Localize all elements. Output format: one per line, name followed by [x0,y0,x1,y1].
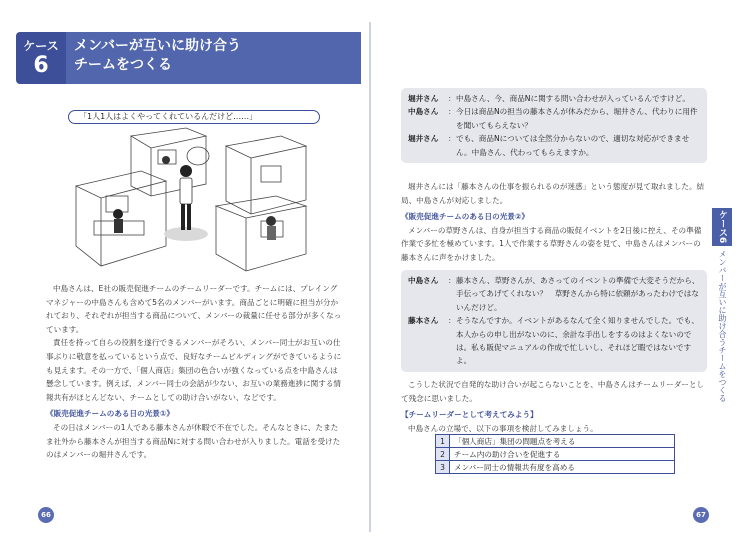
utterance: でも、商品Nについては全然分からないので、適切な対応ができません。中島さん、代わってもらえますか。 [456,134,690,157]
side-tab-title: メンバーが互いに助け合うチームをつくる [718,250,727,402]
paragraph: その日はメンバーの1人である藤本さんが休暇で不在でした。そんなときに、たまたま社外から藤本さんが担当する商品Nに対する問い合わせが入りました。電話を受けたのはメンバーの堀井さんです。 [46,422,341,460]
utterance: 藤本さん、草野さんが、あさってのイベントの準備で大変そうだから、手伝ってあげてくれない？ 草野さんから特に依頼があったわけではないんだけど。 [456,276,700,312]
section-heading: 《販売促進チームのある日の光景②》 [401,212,529,222]
speaker: 堀井さん [408,94,439,103]
side-tab-case: ケース6 [712,208,732,246]
office-illustration [66,126,326,274]
case-number: 6 [33,53,49,78]
book-spread [8,22,732,532]
speaker: 中島さん [408,107,439,117]
page-number-left: 66 [38,507,54,523]
dialog-box-1 [401,88,707,163]
left-page [8,22,369,532]
paragraph: 中島さんの立場で、以下の事項を検討してみましょう。 [408,423,598,433]
dialog-line: 堀井さん ： 中島さん、今、商品Nに関する問い合わせが入っているんですけど。 [408,92,700,105]
dialog-line: 中島さん ： 藤本さん、草野さんが、あさってのイベントの準備で大変そうだから、手伝ってあげてくれない？ 草野さんから特に依頼があったわけではないんだけど。 [408,274,700,314]
side-index-tab [712,208,732,408]
right-body-2 [401,378,707,435]
dialog-line: 堀井さん ： でも、商品Nについては全然分からないので、適切な対応ができません。中島さん、代わってもらえますか。 [408,132,700,159]
dialog-line: 中島さん ： 今日は商品Nの担当の藤本さんが休みだから、堀井さん、代わりに用件を聞いてもらえない？ [408,105,700,132]
dialog-line: 藤本さん ： そうなんですか。イベントがあるなんて全く知りませんでした。でも、本人からの申し出がないのに、余計な手出しをするのはよくないのでは。私も販促マニュアルの作成で忙しいし、それほど暇ではないですよ。 [408,314,700,368]
row-number: 1 [436,435,450,448]
think-heading: 【チームリーダーとして考えてみよう】 [401,410,538,420]
subtitle-bar: 「1人1人はよくやってくれているんだけど……」 [68,110,320,124]
row-text: メンバー同士の情報共有度を高める [450,461,675,474]
row-number: 3 [436,461,450,474]
paragraph: 責任を持って自らの役割を遂行できるメンバーがそろい、メンバー同士がお互いの仕事ぶりに敬意を払っているという点で、良好なチームビルディングができているようにも見えます。その一方で、「個人商店」集団の色合いが強くなっている点を中島さんは懸念しています。例えば、メンバー同士の会話が少ない、お互いの業務進捗に関する情報共有がほとんどない、チームとしての助け合いがない、などです。 [46,338,342,402]
row-text: チーム内の助け合いを促進する [450,448,675,461]
case-label: ケース [23,39,59,53]
right-page [371,22,732,532]
section-heading: 《販売促進チームのある日の光景①》 [46,409,174,419]
table-row [436,461,675,474]
speaker: 中島さん [408,276,439,285]
row-text: 「個人商店」集団の問題点を考える [450,435,675,448]
paragraph: こうした状況で自発的な助け合いが起こらないことを、中島さんはチームリーダーとして残念に思いました。 [401,380,705,403]
table-row [436,435,675,448]
page-number-right: 67 [693,507,709,523]
speaker: 堀井さん [408,134,439,144]
speaker: 藤本さん [408,316,439,326]
dialog-box-2 [401,270,707,372]
title-line-1: メンバーが互いに助け合う [74,38,242,54]
title-line-2: チームをつくる [74,57,172,73]
utterance: 今日は商品Nの担当の藤本さんが休みだから、堀井さん、代わりに用件を聞いてもらえない？ [456,107,698,130]
paragraph: 堀井さんには「藤本さんの仕事を振られるのが迷惑」という態度が見て取れました。結局、中島さんが対応しました。 [401,182,705,205]
row-number: 2 [436,448,450,461]
todo-table [435,434,675,474]
paragraph: メンバーの草野さんは、自身が担当する商品の販促イベントを2日後に控え、その準備作業で多忙を極めています。1人で作業する草野さんの姿を見て、中島さんはメンバーの藤本さんに声をかけました。 [401,225,702,262]
chapter-title [66,32,361,84]
case-badge [16,32,66,84]
left-body [46,282,342,462]
paragraph: 中島さんは、E社の販売促進チームのチームリーダーです。チームには、プレイングマネジャーの中島さんも含めて5名のメンバーがいます。商品ごとに明確に担当が分かれており、それぞれが担当する商品について、メンバーの裁量に任せる部分が多くなっています。 [46,284,342,334]
table-row [436,448,675,461]
right-body-1 [401,180,707,265]
utterance: 中島さん、今、商品Nに関する問い合わせが入っているんですけど。 [456,94,690,103]
utterance: そうなんですか。イベントがあるなんて全く知りませんでした。でも、本人からの申し出がないのに、余計な手出しをするのはよくないのでは。私も販促マニュアルの作成で忙しいし、それほど暇ではないですよ。 [456,316,699,366]
